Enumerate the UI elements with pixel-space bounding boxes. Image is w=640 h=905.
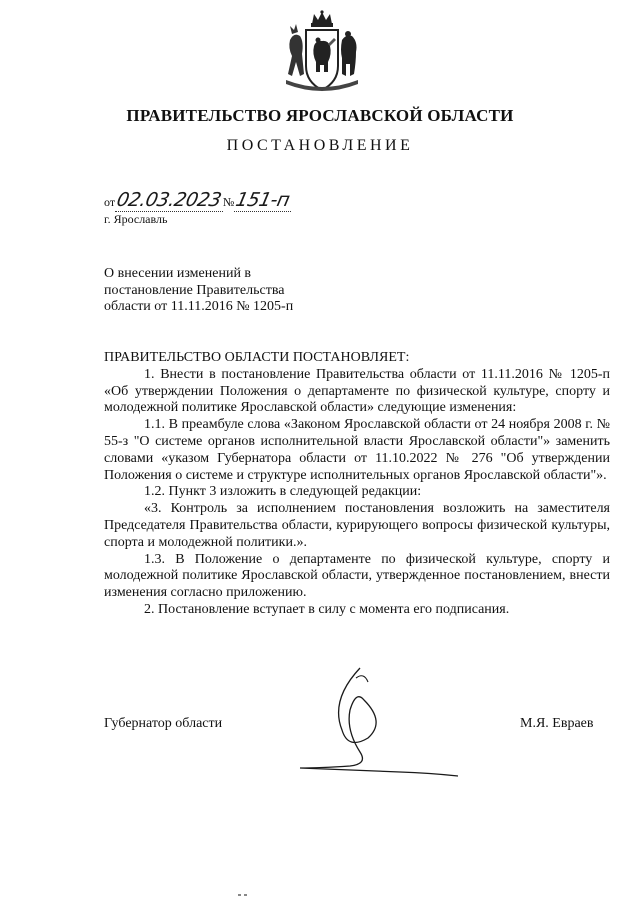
city-label: г. Ярославль — [104, 212, 168, 226]
subject-line: постановление Правительства — [104, 282, 285, 298]
subject-line: области от 11.11.2016 № 1205-п — [104, 299, 294, 314]
document-number: 151-п — [234, 189, 292, 211]
signatory-name: М.Я. Евраев — [520, 716, 594, 731]
number-prefix: № — [222, 195, 235, 209]
government-title: ПРАВИТЕЛЬСТВО ЯРОСЛАВСКОЙ ОБЛАСТИ — [126, 106, 514, 125]
paragraph-1-2: 1.2. Пункт 3 изложить в следующей редакции: — [144, 484, 422, 500]
signatory-position: Губернатор области — [104, 716, 223, 731]
resolution-heading: ПРАВИТЕЛЬСТВО ОБЛАСТИ ПОСТАНОВЛЯЕТ: — [104, 350, 410, 365]
subject-line: О внесении изменений в — [104, 266, 252, 281]
document-type: ПОСТАНОВЛЕНИЕ — [226, 137, 414, 154]
paragraph-2: 2. Постановление вступает в силу с момента его подписания. — [144, 601, 510, 617]
scan-mark — [238, 893, 252, 897]
document-body — [104, 350, 610, 619]
paragraph-1-2-quote: «3. Контроль за исполнением постановления возложить на заместителя Председателя Правительства области, курирующего вопросы физической культуры, спорта и молодежной политики.». — [104, 501, 610, 550]
paragraph-1-1: 1.1. В преамбуле слова «Законом Ярославской области от 24 ноября 2008 г. № 55-з "О системе органов исполнительной власти Ярославской области"» заменить словами «указом Губернатора области от 11.10.2022 № 276 "Об утверждении Положения о системе и структуре исполнительных органов Ярославской области"». — [104, 417, 610, 483]
coat-of-arms-emblem — [284, 10, 360, 98]
document-date: 02.03.2023 — [114, 189, 224, 211]
handwritten-signature — [290, 660, 460, 780]
registration-line — [104, 189, 291, 212]
document-subject — [104, 266, 364, 316]
paragraph-1-3: 1.3. В Положение о департаменте по физической культуре, спорту и молодежной политике Ярославской области, утвержденное постановлением, внести изменения согласно приложению. — [104, 551, 610, 601]
paragraph-1: 1. Внести в постановление Правительства области от 11.11.2016 № 1205-п «Об утверждении Положения о департаменте по физической культуре, спорту и молодежной политике Ярославской области» следующие изменения: — [104, 366, 610, 416]
date-prefix: от — [104, 195, 116, 209]
